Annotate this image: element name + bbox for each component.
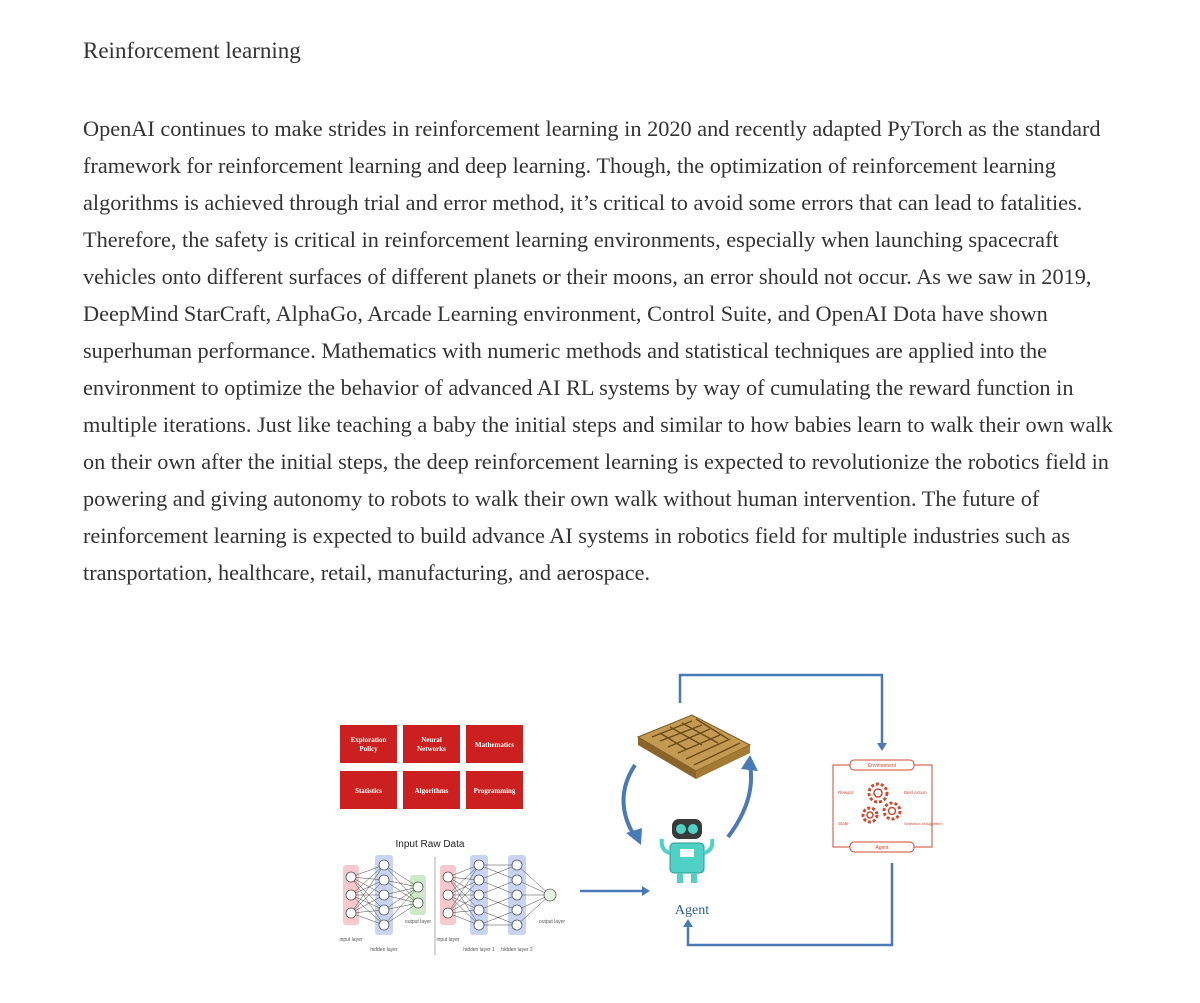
- body-paragraph: OpenAI continues to make strides in reinforcement learning in 2020 and recently adapted PyTorch as the standard framework for reinforcement learning and deep learning. Though, the optimization of reinforcement learning algorithms is achieved through trial and error method, it’s critical to avoid some errors that can lead to fatalities. Therefore, the safety is critical in reinforcement learning environments, especially when launching spacecraft vehicles onto different surfaces of different planets or their moons, an error should not occur. As we saw in 2019, DeepMind StarCraft, AlphaGo, Arcade Learning environment, Control Suite, and OpenAI Dota have shown superhuman performance. Mathematics with numeric methods and statistical techniques are applied into the environment to optimize the behavior of advanced AI RL systems by way of cumulating the reward function in multiple iterations. Just like teaching a baby the initial steps and similar to how babies learn to walk their own walk on their own after the initial steps, the deep reinforcement learning is expected to revolutionize the robotics field in powering and giving autonomy to robots to walk their own walk without human intervention. The future of reinforcement learning is expected to build advance AI systems in robotics field for multiple industries such as transportation, healthcare, retail, manufacturing, and aerospace.: [83, 116, 1113, 585]
- rl-diagram: [330, 665, 950, 965]
- nn-label: input layer: [436, 937, 460, 943]
- section-heading: Reinforcement learning: [83, 38, 301, 63]
- rl-diagram-figure: [330, 665, 950, 965]
- nn-label: hidden layer 2: [501, 947, 533, 953]
- arrow-nn-to-agent: [580, 886, 650, 896]
- tile-label: Programming: [473, 787, 516, 795]
- tile-label: Statistics: [355, 787, 382, 795]
- cycle-label-right2: Selection of Algorithm: [904, 821, 943, 826]
- tile-exploration-policy: [340, 725, 397, 763]
- cycle-label-top: Environment: [867, 763, 897, 769]
- tile-label: Exploration: [350, 736, 387, 744]
- neural-network-1: [339, 855, 431, 953]
- cycle-label-left: Reward: [838, 790, 854, 795]
- gear-icon: [863, 784, 900, 822]
- agent-label: Agent: [674, 903, 710, 918]
- cycle-label-left2: State: [838, 821, 849, 826]
- tile-neural-networks: [403, 725, 460, 763]
- cycle-label-right: Best Action: [904, 790, 927, 795]
- arrow-bottom-loop: [683, 863, 892, 945]
- cycle-arrowhead-right: [741, 755, 758, 771]
- topic-tiles: [340, 725, 523, 809]
- cycle-arrowhead-left: [626, 828, 642, 845]
- tile-label: Neural: [421, 736, 442, 744]
- maze-icon: [638, 715, 750, 779]
- rl-cycle-diagram: [833, 760, 943, 852]
- neural-network-2: [436, 855, 565, 953]
- nn-label: output layer: [404, 919, 432, 925]
- tile-label: Networks: [417, 745, 446, 753]
- nn-label: hidden layer: [370, 947, 398, 953]
- nn2-connections: [448, 865, 550, 925]
- output-layer-band: [410, 875, 426, 915]
- tile-label: Policy: [359, 745, 378, 753]
- cycle-label-bottom: Agent: [875, 845, 889, 851]
- nn-label: hidden layer 1: [463, 947, 495, 953]
- nn-label: input layer: [339, 937, 363, 943]
- robot-agent-icon: [662, 819, 713, 883]
- tile-label: Mathematics: [475, 741, 514, 749]
- nn-label: output layer: [538, 919, 566, 925]
- input-raw-data-label: Input Raw Data: [395, 839, 465, 850]
- tile-label: Algorithms: [414, 787, 449, 795]
